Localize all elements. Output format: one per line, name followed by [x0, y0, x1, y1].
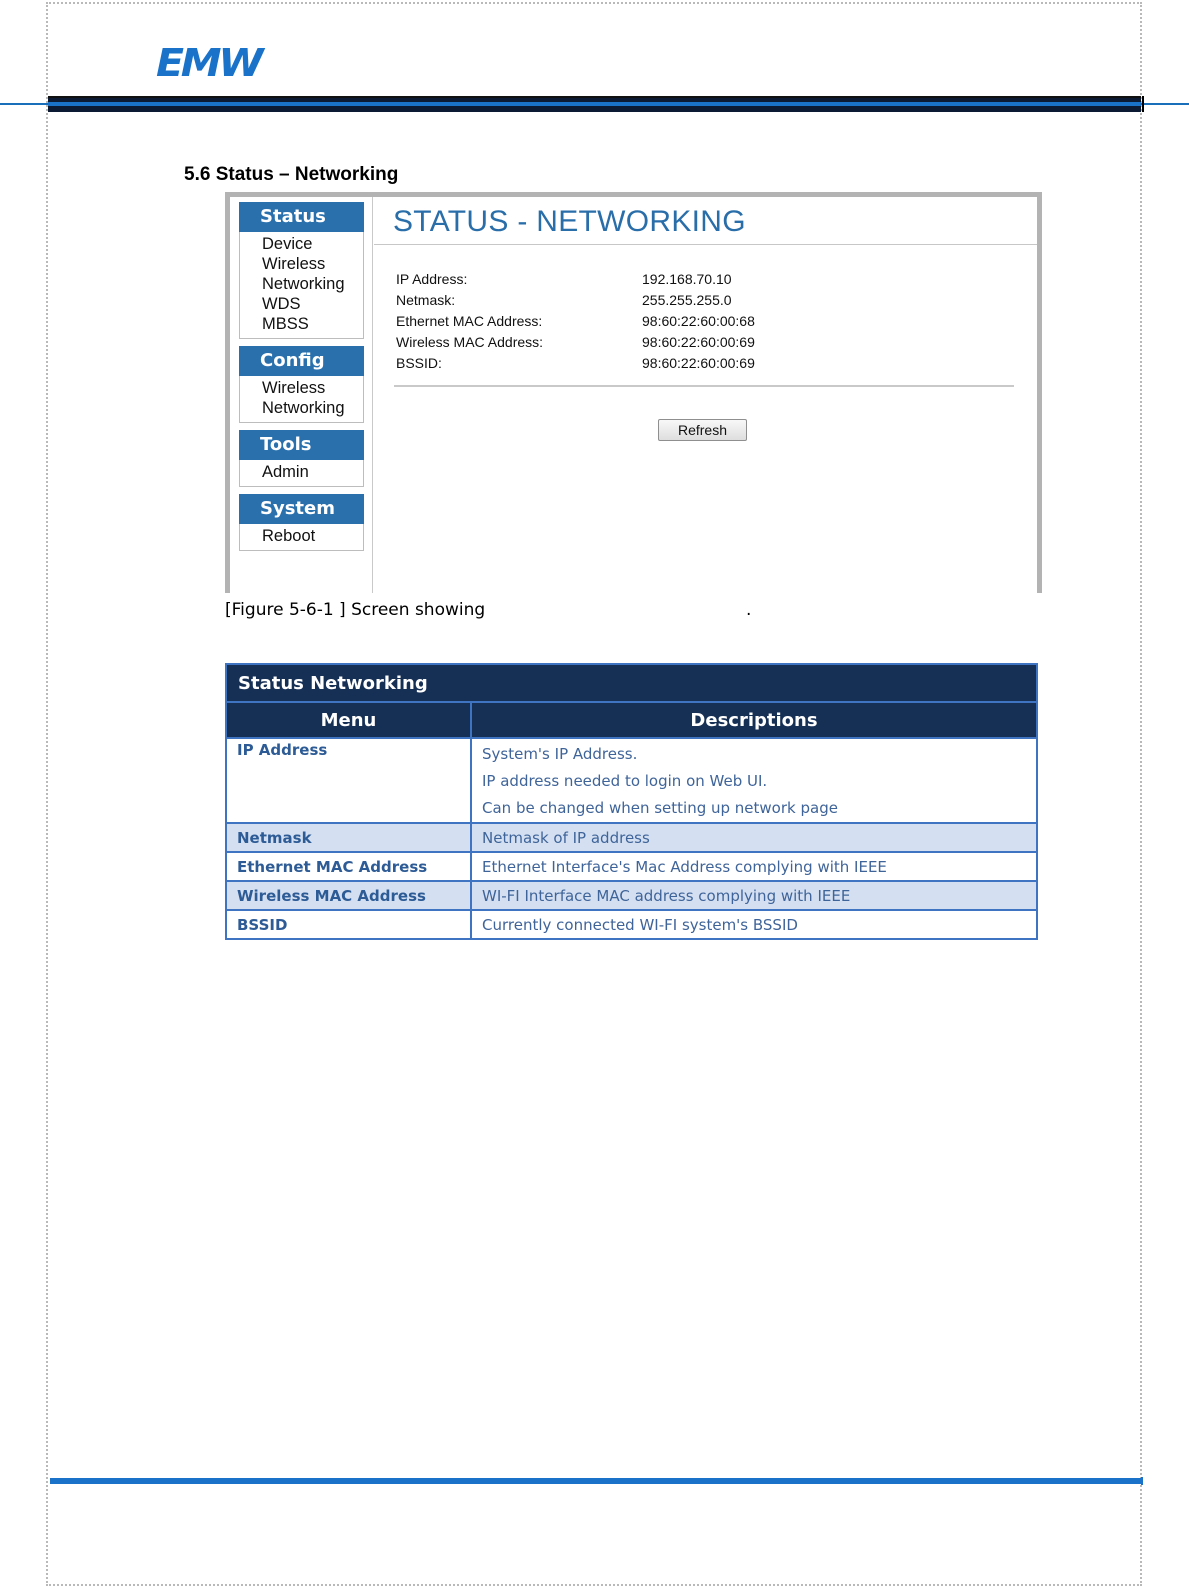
emw-logo: EMW: [156, 41, 261, 85]
header-line-left: [0, 103, 48, 105]
header-bar: [48, 96, 1141, 112]
table-row: [226, 738, 1037, 823]
menu-item-config-wireless[interactable]: Wireless: [262, 379, 326, 397]
table-row: [226, 910, 1037, 939]
description-line: System's IP Address.: [482, 745, 638, 763]
table-row: [226, 823, 1037, 852]
menu-item-wds[interactable]: WDS: [262, 295, 301, 313]
description-line: Ethernet Interface's Mac Address complying with IEEE: [482, 858, 887, 876]
menu-head-config: Config: [239, 346, 364, 376]
info-label: Ethernet MAC Address:: [396, 313, 543, 329]
info-value: 98:60:22:60:00:68: [642, 313, 755, 329]
sidebar: [230, 197, 373, 593]
description-line: IP address needed to login on Web UI.: [482, 772, 768, 790]
description-line: Netmask of IP address: [482, 829, 650, 847]
table-title: Status Networking: [226, 664, 1037, 702]
description-line: WI-FI Interface MAC address complying with IEEE: [482, 887, 851, 905]
menu-cell: Ethernet MAC Address: [226, 852, 471, 881]
menu-item-config-networking[interactable]: Networking: [262, 399, 345, 417]
menu-cell: BSSID: [226, 910, 471, 939]
info-label: IP Address:: [396, 271, 468, 287]
menu-item-networking[interactable]: Networking: [262, 275, 345, 293]
info-label: Wireless MAC Address:: [396, 334, 544, 350]
footer-bar: [50, 1478, 1142, 1484]
page-title: STATUS - NETWORKING: [393, 205, 746, 238]
description-cell: [471, 738, 1037, 823]
menu-group-tools: [239, 430, 364, 487]
info-label: Netmask:: [396, 292, 456, 308]
menu-item-reboot[interactable]: Reboot: [262, 527, 316, 545]
info-value: 98:60:22:60:00:69: [642, 355, 755, 371]
description-line: Currently connected WI-FI system's BSSID: [482, 916, 798, 934]
info-value: 98:60:22:60:00:69: [642, 334, 755, 350]
figure-caption-dot: .: [746, 600, 752, 620]
description-cell: [471, 823, 1037, 852]
refresh-button[interactable]: Refresh: [658, 419, 747, 441]
menu-cell: Wireless MAC Address: [226, 881, 471, 910]
section-title: 5.6 Status – Networking: [184, 164, 399, 185]
description-cell: [471, 881, 1037, 910]
main-panel: [374, 197, 1037, 593]
description-cell: [471, 910, 1037, 939]
menu-cell: IP Address: [226, 738, 471, 823]
menu-cell: Netmask: [226, 823, 471, 852]
ui-screenshot: [225, 192, 1042, 593]
info-label: BSSID:: [396, 355, 442, 371]
menu-group-status: [239, 202, 364, 339]
menu-head-system: System: [239, 494, 364, 524]
info-value: 192.168.70.10: [642, 271, 732, 287]
menu-item-device[interactable]: Device: [262, 235, 313, 253]
description-cell: [471, 852, 1037, 881]
table-row: [226, 881, 1037, 910]
menu-item-wireless[interactable]: Wireless: [262, 255, 326, 273]
menu-group-config: [239, 346, 364, 423]
menu-head-status: Status: [239, 202, 364, 232]
table-row: [226, 852, 1037, 881]
info-divider: [394, 385, 1014, 387]
menu-item-admin[interactable]: Admin: [262, 463, 309, 481]
footer-bar-end: [1141, 1477, 1143, 1485]
description-table: [225, 663, 1038, 940]
figure-caption: [Figure 5-6-1 ] Screen showing: [225, 600, 486, 620]
menu-item-mbss[interactable]: MBSS: [262, 315, 309, 333]
column-header-descriptions: Descriptions: [471, 702, 1037, 738]
header-line-right: [1140, 103, 1189, 105]
menu-group-system: [239, 494, 364, 551]
column-header-menu: Menu: [226, 702, 471, 738]
description-line: Can be changed when setting up network page: [482, 799, 838, 817]
menu-head-tools: Tools: [239, 430, 364, 460]
title-divider: [374, 244, 1037, 245]
info-value: 255.255.255.0: [642, 292, 732, 308]
